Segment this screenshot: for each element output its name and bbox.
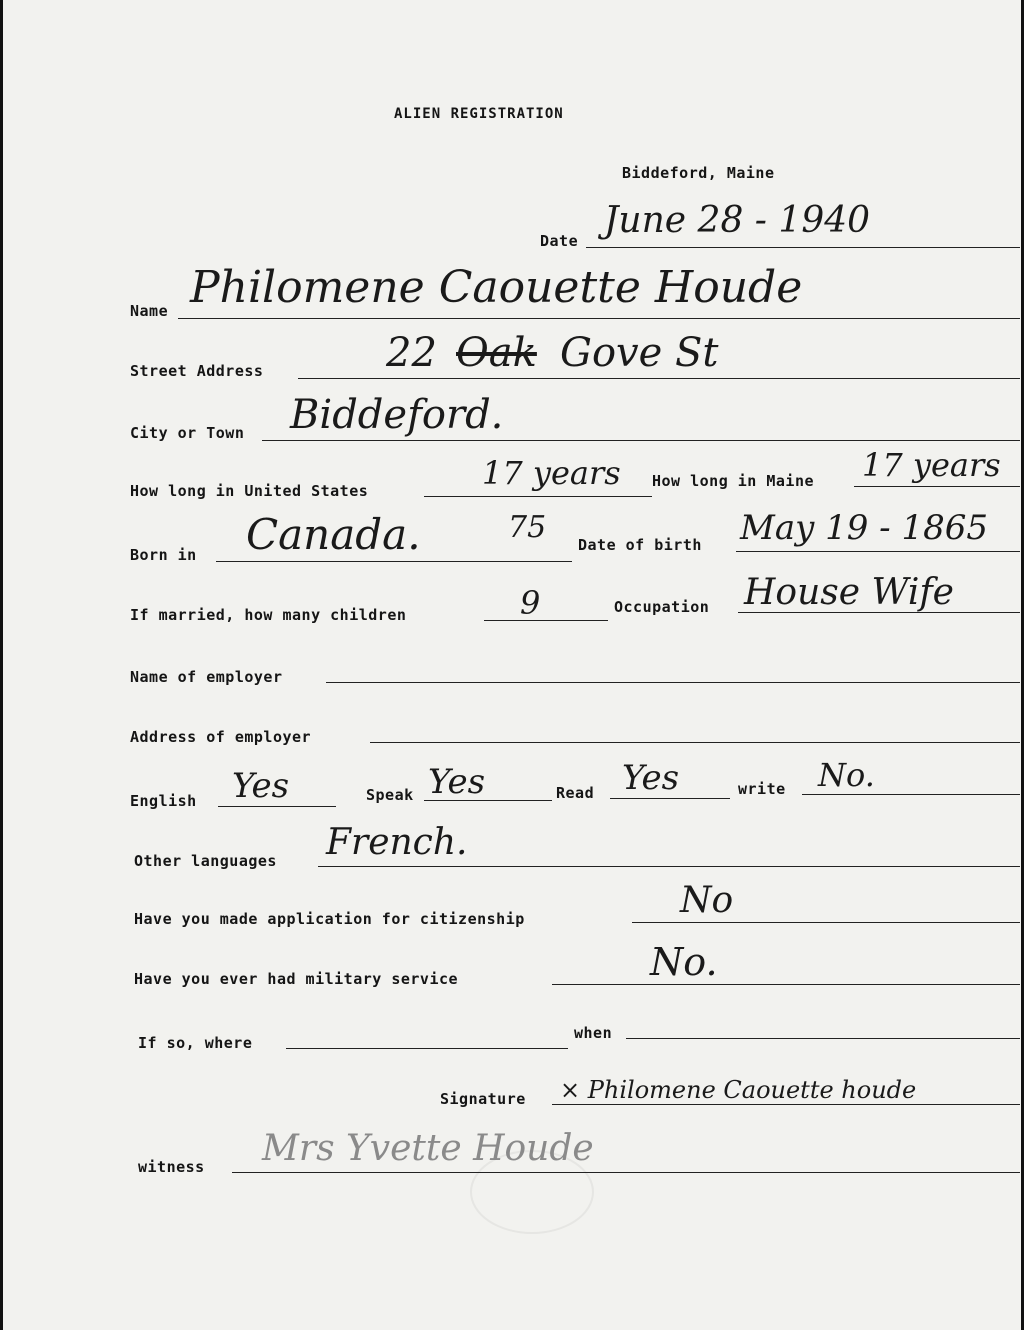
children-value: 9 [520,584,541,622]
other-languages-value: French. [326,822,468,863]
when-label: when [574,1024,613,1042]
dob-value: May 19 - 1865 [740,508,988,548]
read-label: Read [556,784,595,802]
citizenship-value: No [680,880,734,921]
occupation-label: Occupation [614,598,710,616]
employer-address-line [370,742,1020,743]
city-line [262,440,1020,441]
children-label: If married, how many children [130,606,407,624]
date-label: Date [540,232,579,250]
street-label: Street Address [130,362,264,380]
maine-time-line [854,486,1020,487]
write-line [802,794,1020,795]
english-label: English [130,792,197,810]
children-line [484,620,608,621]
name-label: Name [130,302,169,320]
speak-label: Speak [366,786,414,804]
witness-line [232,1172,1020,1173]
other-languages-label: Other languages [134,852,277,870]
signature-value: × Philomene Caouette houde [560,1076,917,1104]
citizenship-label: Have you made application for citizenship [134,910,525,928]
write-value: No. [818,756,875,794]
street-number: 22 [386,330,437,376]
employer-label: Name of employer [130,668,283,686]
form-place: Biddeford, Maine [622,164,775,182]
signature-label: Signature [440,1090,526,1108]
read-line [610,798,730,799]
read-value: Yes [622,758,680,798]
born-value: Canada. [246,510,421,559]
maine-time-value: 17 years [862,446,1001,484]
name-line [178,318,1020,319]
form-title: ALIEN REGISTRATION [394,106,564,122]
street-value: Gove St [560,330,719,376]
other-languages-line [318,866,1020,867]
english-value: Yes [232,766,290,806]
witness-value: Mrs Yvette Houde [262,1128,594,1169]
street-line [298,378,1020,379]
born-line [216,561,572,562]
city-label: City or Town [130,424,245,442]
street-struck: Oak [456,330,537,376]
us-time-value: 17 years [482,454,621,492]
write-label: write [738,780,786,798]
when-line [626,1038,1020,1039]
born-note: 75 [508,510,547,545]
born-label: Born in [130,546,197,564]
signature-line [552,1104,1020,1105]
military-label: Have you ever had military service [134,970,459,988]
english-line [218,806,336,807]
witness-label: witness [138,1158,205,1176]
maine-time-label: How long in Maine [652,472,815,490]
dob-line [736,551,1020,552]
us-time-line [424,496,652,497]
name-value: Philomene Caouette Houde [190,262,803,313]
us-time-label: How long in United States [130,482,369,500]
date-value: June 28 - 1940 [604,200,871,241]
where-line [286,1048,568,1049]
city-value: Biddeford. [290,392,504,438]
occupation-value: House Wife [744,572,954,613]
employer-address-label: Address of employer [130,728,312,746]
military-value: No. [650,940,718,984]
speak-value: Yes [428,762,486,802]
citizenship-line [632,922,1020,923]
date-line [586,247,1020,248]
military-line [552,984,1020,985]
where-label: If so, where [138,1034,253,1052]
scan-edge-left [0,0,3,1330]
employer-line [326,682,1020,683]
dob-label: Date of birth [578,536,702,554]
